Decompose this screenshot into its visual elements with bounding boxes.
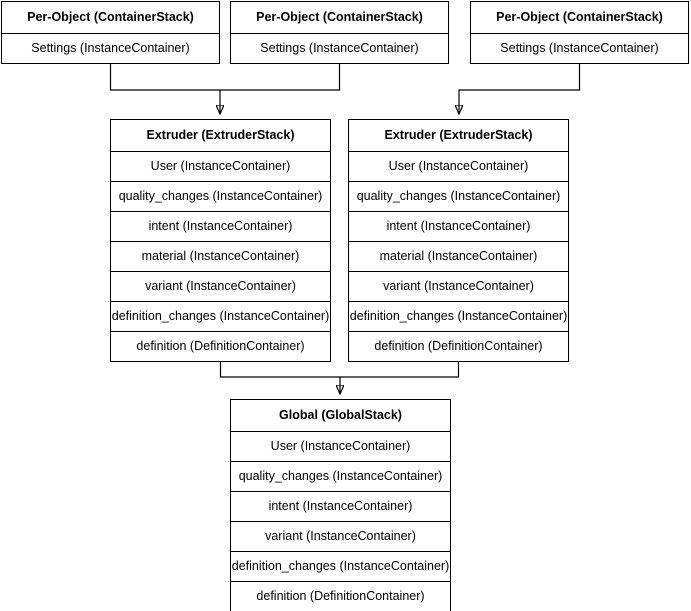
node-row: material (InstanceContainer): [111, 241, 330, 271]
node-per-object-1[interactable]: [1, 1, 220, 64]
node-title: Per-Object (ContainerStack): [496, 9, 663, 24]
edge-per-object-2-to-extruder-1: [220, 62, 340, 90]
node-title: Extruder (ExtruderStack): [146, 127, 295, 142]
node-title: Per-Object (ContainerStack): [256, 9, 423, 24]
node-row: variant (InstanceContainer): [349, 271, 568, 301]
node-title: Per-Object (ContainerStack): [27, 9, 194, 24]
node-row: material (InstanceContainer): [349, 241, 568, 271]
node-row: intent (InstanceContainer): [111, 211, 330, 241]
node-row: User (InstanceContainer): [111, 151, 330, 181]
edge-extruder-1-to-global: [221, 360, 341, 393]
node-row: Settings (InstanceContainer): [2, 33, 219, 63]
node-row: intent (InstanceContainer): [231, 491, 450, 521]
node-row: User (InstanceContainer): [231, 431, 450, 461]
node-row: Settings (InstanceContainer): [471, 33, 688, 63]
node-row: quality_changes (InstanceContainer): [231, 461, 450, 491]
node-row: definition_changes (InstanceContainer): [349, 301, 568, 331]
node-extruder-1[interactable]: [110, 119, 331, 362]
node-row: intent (InstanceContainer): [349, 211, 568, 241]
node-row: definition_changes (InstanceContainer): [231, 551, 450, 581]
node-per-object-3[interactable]: [470, 1, 689, 64]
node-row: definition (DefinitionContainer): [111, 331, 330, 361]
node-row: User (InstanceContainer): [349, 151, 568, 181]
node-row: quality_changes (InstanceContainer): [349, 181, 568, 211]
node-per-object-2[interactable]: [230, 1, 449, 64]
edge-extruder-2-to-global: [340, 360, 459, 377]
node-title: Global (GlobalStack): [279, 407, 402, 422]
node-row: Settings (InstanceContainer): [231, 33, 448, 63]
node-row: quality_changes (InstanceContainer): [111, 181, 330, 211]
node-row: definition (DefinitionContainer): [231, 581, 450, 611]
node-row: definition (DefinitionContainer): [349, 331, 568, 361]
edge-per-object-3-to-extruder-2: [459, 62, 580, 113]
edge-per-object-1-to-extruder-1: [111, 62, 221, 113]
node-title: Extruder (ExtruderStack): [384, 127, 533, 142]
node-row: variant (InstanceContainer): [231, 521, 450, 551]
node-global[interactable]: [230, 399, 451, 611]
node-row: definition_changes (InstanceContainer): [111, 301, 330, 331]
node-extruder-2[interactable]: [348, 119, 569, 362]
node-row: variant (InstanceContainer): [111, 271, 330, 301]
